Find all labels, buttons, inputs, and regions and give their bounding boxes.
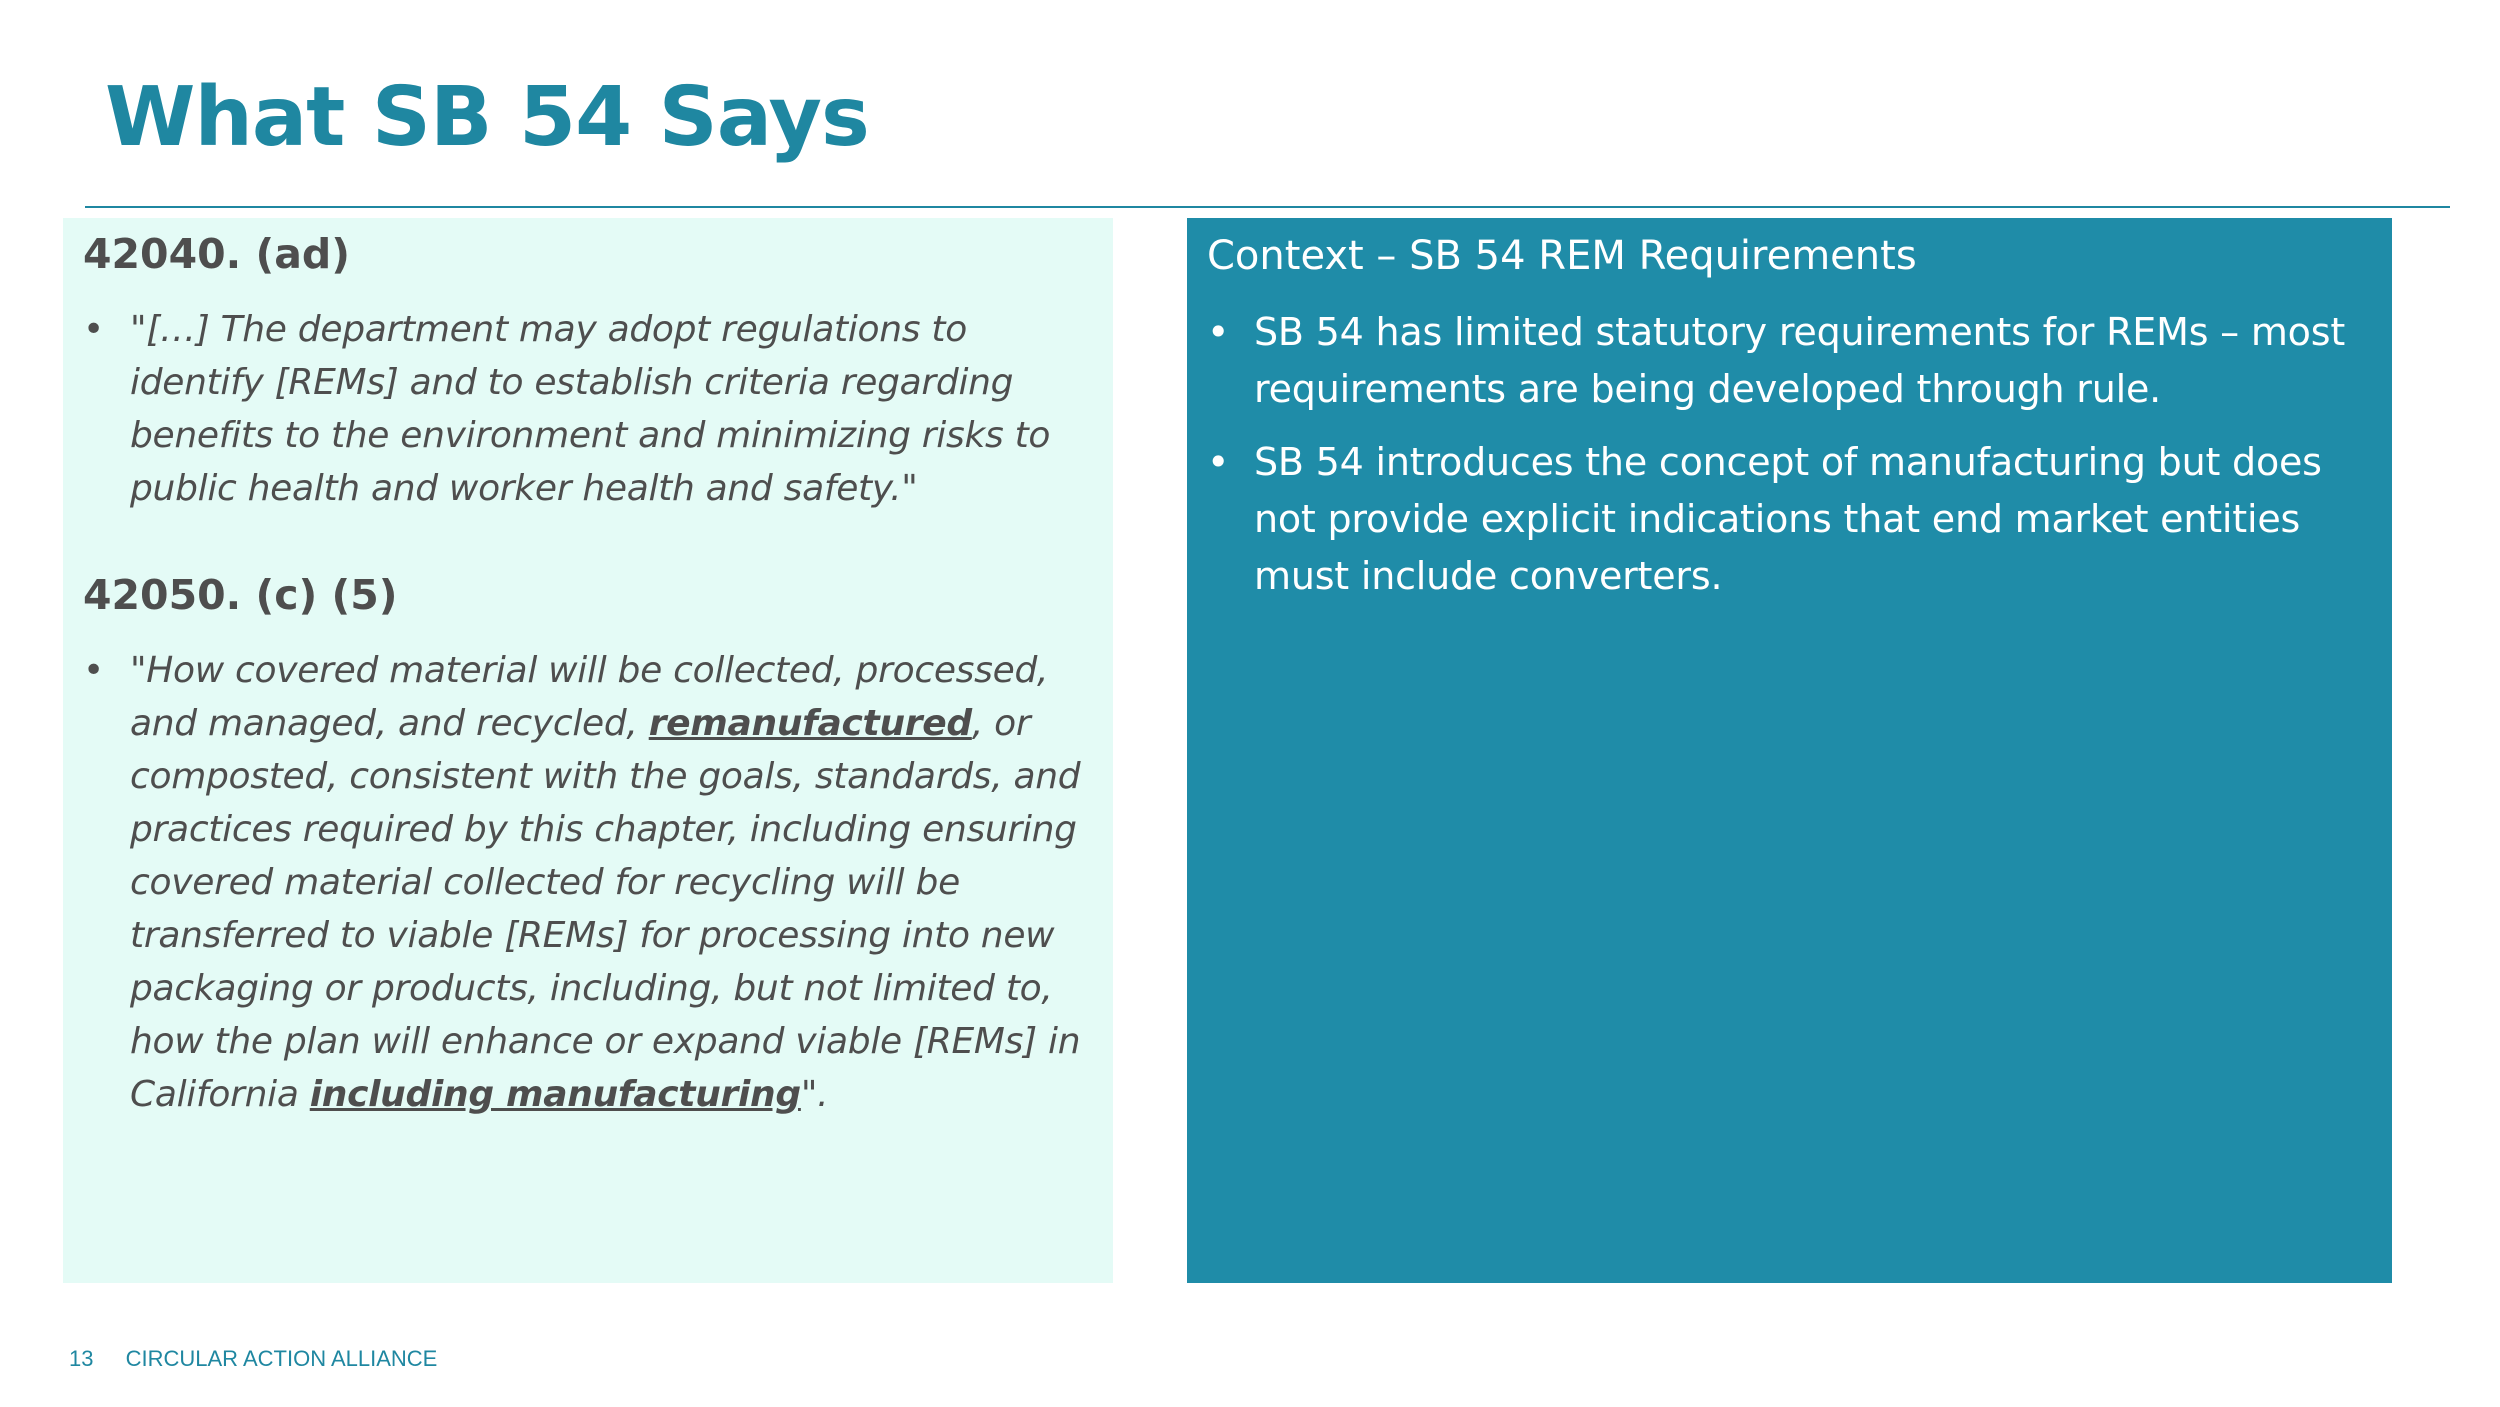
- section-heading-42050: 42050. (c) (5): [83, 571, 398, 620]
- organization-name: CIRCULAR ACTION ALLIANCE: [125, 1346, 438, 1371]
- context-bullet: • SB 54 has limited statutory requirements for REMs – most requirements are being developed through rule.: [1207, 304, 2370, 418]
- slide-title: What SB 54 Says: [105, 70, 869, 165]
- quote-text-part3: ".: [800, 1074, 829, 1116]
- statute-quote-42040: [83, 303, 1093, 515]
- context-bullet: • SB 54 introduces the concept of manufacturing but does not provide explicit indications that end market entities must include converters.: [1207, 434, 2370, 605]
- statute-quote-42050: [83, 644, 1093, 1121]
- section-heading-42040: 42040. (ad): [83, 230, 350, 278]
- context-heading: Context – SB 54 REM Requirements: [1207, 233, 1917, 279]
- slide-footer: [69, 1346, 437, 1372]
- emphasis-remanufactured: remanufactured: [648, 703, 972, 745]
- title-divider: [85, 206, 2450, 208]
- statute-panel: [63, 218, 1113, 1283]
- quote-text: "[…] The department may adopt regulations to identify [REMs] and to establish criteria regarding benefits to the environment and minimizing risks to public health and worker health and safety.": [130, 309, 1051, 510]
- section-42040-list: [83, 303, 1093, 515]
- section-42050-list: [83, 644, 1093, 1121]
- quote-text-part1: "How covered material will be collected, processed, and managed, and recycled,: [130, 650, 1049, 745]
- context-list: [1207, 304, 2370, 605]
- quote-text-part2: , or composted, consistent with the goals, standards, and practices required by this chapter, including ensuring covered material collected for recycling will be transferred to viable [REMs] for processing into new packaging or products, including, but not limited to, how the plan will enhance or expand viable [REMs] in California: [130, 703, 1081, 1116]
- context-panel: [1187, 218, 2392, 1283]
- page-number: 13: [69, 1346, 94, 1371]
- emphasis-including-manufacturing: including manufacturing: [309, 1074, 801, 1116]
